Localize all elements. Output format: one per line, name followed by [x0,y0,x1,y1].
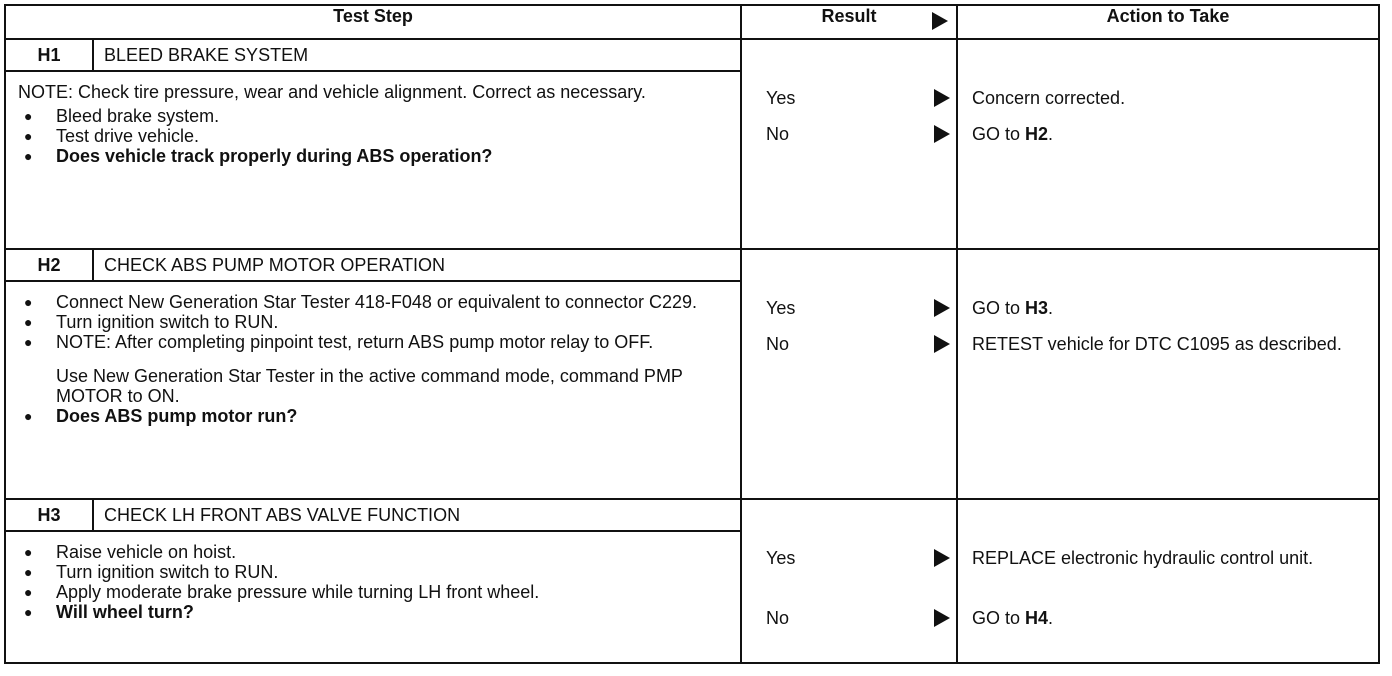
action-cell-h1 [957,39,1379,249]
result-yes-label: Yes [766,548,796,568]
table-row-h2 [5,249,1379,499]
arrow-right-icon [934,549,950,567]
action-cell-h2 [957,249,1379,499]
arrow-right-icon [932,12,948,30]
result-yes [742,88,956,124]
step-header-h2 [6,250,740,282]
arrow-right-icon [934,89,950,107]
step-id: H2 [6,250,94,280]
step-title: CHECK LH FRONT ABS VALVE FUNCTION [104,505,461,525]
step-body-h1 [6,72,740,170]
list-item: ● Bleed brake system. [18,106,728,126]
step-cell-h1 [5,39,741,249]
action-yes: REPLACE electronic hydraulic control unit. [972,548,1314,568]
action-no [972,124,1368,160]
result-no [742,124,956,160]
result-no-label: No [766,124,790,144]
result-no [742,334,956,370]
step-bullets [18,292,728,352]
action-text: GO to [972,298,1026,318]
action-text-end: . [1048,124,1054,144]
header-action: Action to Take [957,5,1379,39]
table-row-h3 [5,499,1379,663]
result-no-label: No [766,334,790,354]
step-cell-h3 [5,499,741,663]
list-item: ● Raise vehicle on hoist. [18,542,728,562]
result-no [742,608,956,644]
list-item: ● Test drive vehicle. [18,126,728,146]
table-header-row [5,5,1379,39]
action-cell-h3 [957,499,1379,663]
step-bullets [18,542,728,622]
arrow-right-icon [934,335,950,353]
list-item: ● Turn ignition switch to RUN. [18,312,728,332]
result-cell-h1 [741,39,957,249]
action-text: GO to [972,608,1026,628]
step-body-h3 [6,532,740,626]
table-row-h1 [5,39,1379,249]
step-cell-h2 [5,249,741,499]
action-text-end: . [1048,608,1054,628]
step-id: H3 [6,500,94,530]
header-result-label: Result [821,6,877,26]
list-item: ● Turn ignition switch to RUN. [18,562,728,582]
arrow-right-icon [934,609,950,627]
action-step-ref: H4 [1025,608,1049,628]
step-question: ● Does vehicle track properly during ABS operation? [18,146,728,166]
action-yes [972,298,1368,334]
step-header-h1 [6,40,740,72]
action-step-ref: H3 [1025,298,1049,318]
action-step-ref: H2 [1025,124,1049,144]
header-result [741,5,957,39]
action-no: RETEST vehicle for DTC C1095 as described. [972,334,1342,354]
step-body-h2 [6,282,740,430]
pinpoint-test-page [4,4,1382,668]
step-header-h3 [6,500,740,532]
result-cell-h3 [741,499,957,663]
header-test-step: Test Step [5,5,741,39]
step-title: CHECK ABS PUMP MOTOR OPERATION [104,255,446,275]
list-item: ● Connect New Generation Star Tester 418-F048 or equivalent to connector C229. [18,292,728,312]
result-yes [742,298,956,334]
result-no-label: No [766,608,790,628]
action-no [972,608,1368,644]
step-note: NOTE: Check tire pressure, wear and vehicle alignment. Correct as necessary. [18,82,646,102]
result-yes-label: Yes [766,88,796,108]
step-question: ● Will wheel turn? [18,602,728,622]
step-id: H1 [6,40,94,70]
result-yes [742,548,956,608]
result-yes-label: Yes [766,298,796,318]
list-item: ● NOTE: After completing pinpoint test, return ABS pump motor relay to OFF. [18,332,728,352]
result-cell-h2 [741,249,957,499]
step-question: ● Does ABS pump motor run? [18,406,728,426]
list-item: ● Apply moderate brake pressure while turning LH front wheel. [18,582,728,602]
step-bullets-question [18,406,728,426]
action-yes: Concern corrected. [972,88,1126,108]
step-title: BLEED BRAKE SYSTEM [104,45,309,65]
step-indented-text: Use New Generation Star Tester in the active command mode, command PMP MOTOR to ON. [56,366,683,406]
action-text: GO to [972,124,1026,144]
action-text-end: . [1048,298,1054,318]
arrow-right-icon [934,125,950,143]
step-bullets [18,106,728,166]
pinpoint-test-table [4,4,1380,664]
arrow-right-icon [934,299,950,317]
